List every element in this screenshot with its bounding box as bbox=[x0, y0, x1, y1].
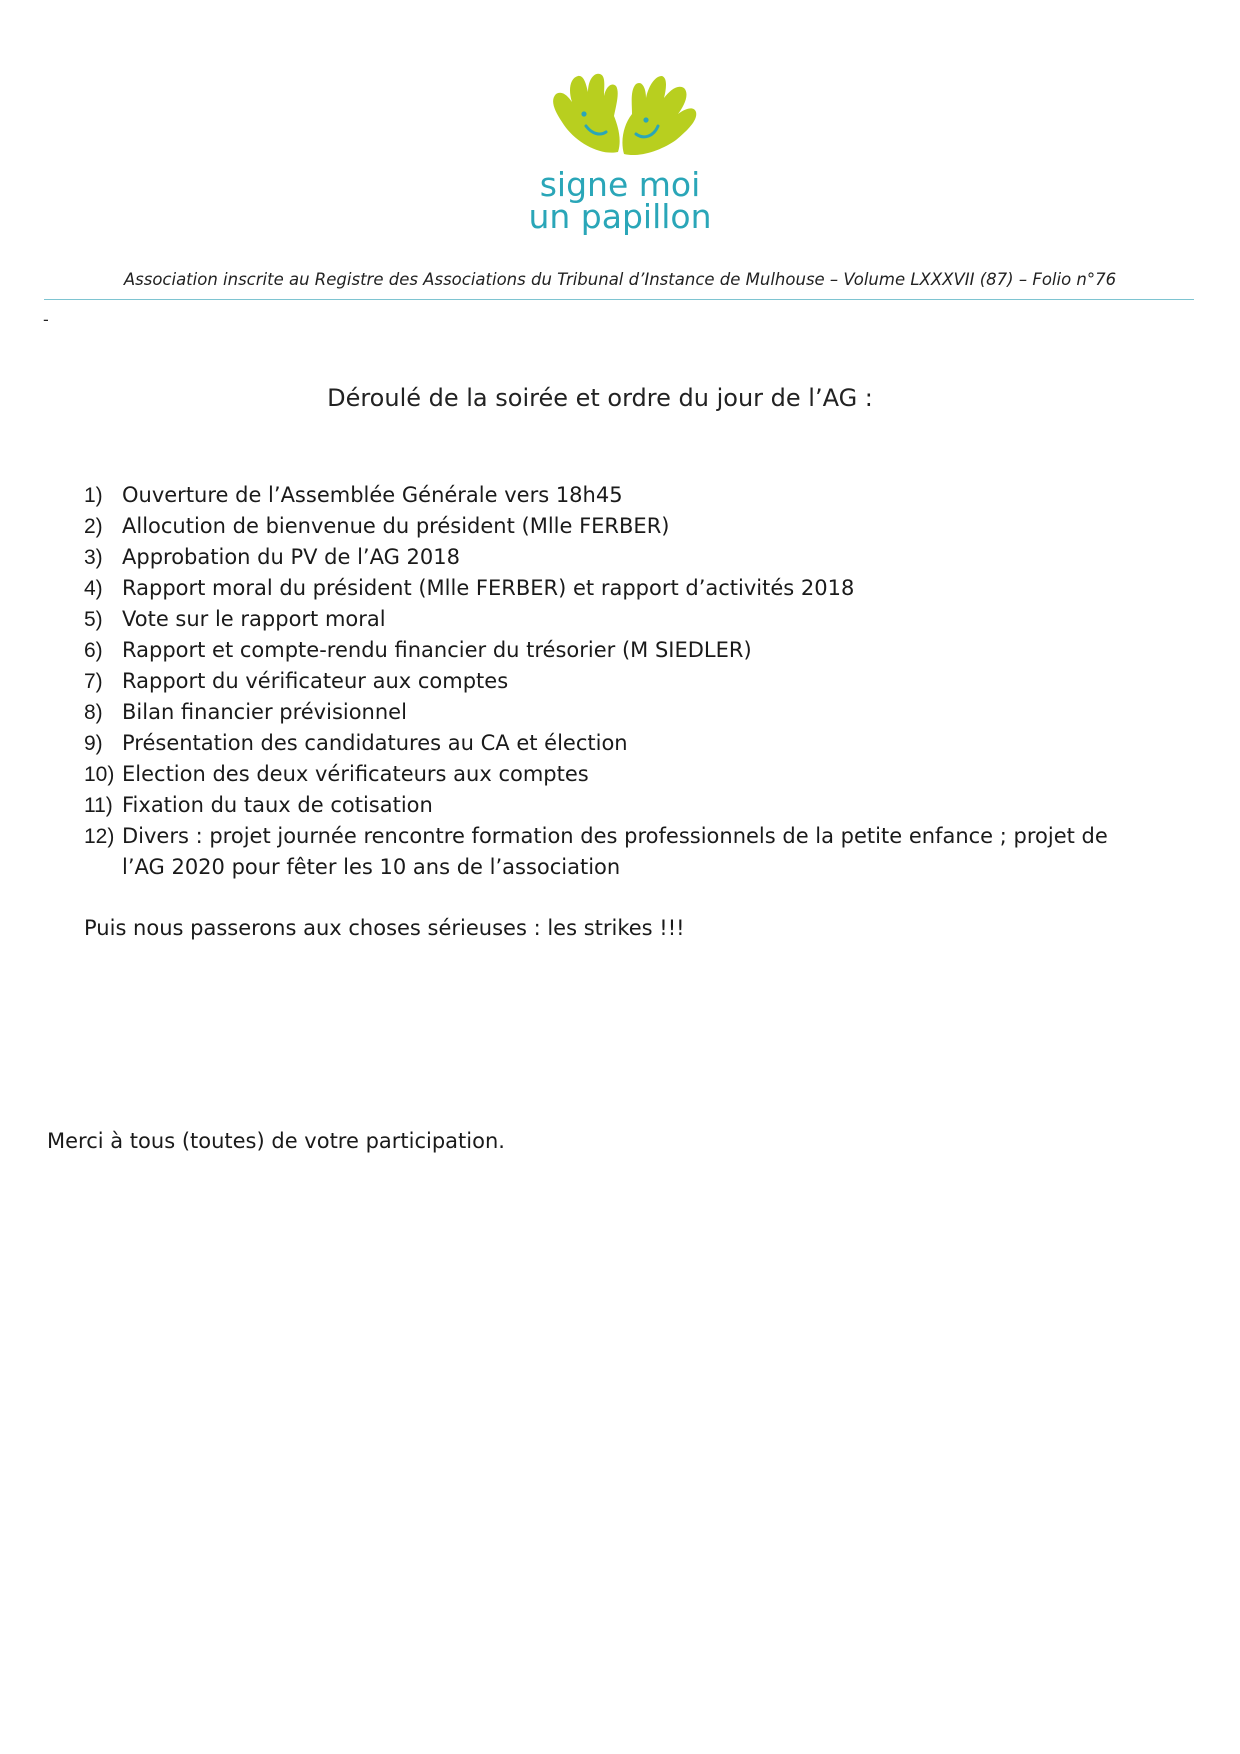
agenda-item-text: Election des deux vérificateurs aux comptes bbox=[122, 762, 589, 786]
agenda-item-text: Bilan financier prévisionnel bbox=[122, 700, 407, 724]
agenda-item-number: 8) bbox=[84, 701, 103, 724]
agenda-item-text: Vote sur le rapport moral bbox=[122, 607, 386, 631]
agenda-item-text: Ouverture de l’Assemblée Générale vers 18h45 bbox=[122, 483, 623, 507]
agenda-item bbox=[84, 821, 1144, 883]
agenda-item bbox=[84, 666, 1144, 697]
agenda-item bbox=[84, 573, 1144, 604]
logo-text-line1: signe moi bbox=[539, 165, 701, 204]
agenda-item-number: 10) bbox=[84, 763, 115, 786]
page-title: Déroulé de la soirée et ordre du jour de l’AG : bbox=[327, 384, 873, 412]
thanks-note: Merci à tous (toutes) de votre participation. bbox=[47, 1129, 505, 1153]
agenda-item-text: Rapport et compte-rendu financier du trésorier (M SIEDLER) bbox=[122, 638, 752, 662]
agenda-item-number: 9) bbox=[84, 732, 103, 755]
agenda-item-number: 4) bbox=[84, 577, 103, 600]
agenda-item bbox=[84, 697, 1144, 728]
agenda-item bbox=[84, 542, 1144, 573]
registry-notice: Association inscrite au Registre des Associations du Tribunal d’Instance de Mulhouse – Volume LXXXVII (87) – Folio n°76 bbox=[123, 270, 1117, 289]
agenda-item-number: 1) bbox=[84, 484, 103, 507]
header-divider bbox=[44, 299, 1194, 300]
agenda-item-text: Divers : projet journée rencontre formation des professionnels de la petite enfance ; projet de l’AG 2020 pour fêter les 10 ans de l’association bbox=[122, 824, 1108, 879]
closing-remark: Puis nous passerons aux choses sérieuses : les strikes !!! bbox=[84, 916, 685, 940]
agenda-item bbox=[84, 728, 1144, 759]
logo-text-line2: un papillon bbox=[528, 197, 712, 236]
agenda-item bbox=[84, 511, 1144, 542]
agenda-item-text: Approbation du PV de l’AG 2018 bbox=[122, 545, 460, 569]
agenda-item-number: 11) bbox=[84, 794, 113, 817]
agenda-item bbox=[84, 635, 1144, 666]
stray-dash: - bbox=[43, 310, 49, 329]
agenda-item bbox=[84, 480, 1144, 511]
agenda-item-text: Fixation du taux de cotisation bbox=[122, 793, 433, 817]
agenda-item-text: Rapport moral du président (Mlle FERBER) et rapport d’activités 2018 bbox=[122, 576, 855, 600]
agenda-item-number: 5) bbox=[84, 608, 103, 631]
agenda-item bbox=[84, 790, 1144, 821]
agenda-item-number: 12) bbox=[84, 825, 115, 848]
agenda-list bbox=[84, 480, 1144, 883]
agenda-item-text: Rapport du vérificateur aux comptes bbox=[122, 669, 509, 693]
agenda-item-number: 2) bbox=[84, 515, 103, 538]
agenda-item-number: 6) bbox=[84, 639, 103, 662]
agenda-item-text: Allocution de bienvenue du président (Mlle FERBER) bbox=[122, 514, 670, 538]
agenda-item bbox=[84, 604, 1144, 635]
agenda-item-number: 7) bbox=[84, 670, 103, 693]
agenda-item bbox=[84, 759, 1144, 790]
agenda-item-text: Présentation des candidatures au CA et élection bbox=[122, 731, 628, 755]
agenda-item-number: 3) bbox=[84, 546, 103, 569]
butterfly-hands-logo bbox=[540, 70, 700, 160]
